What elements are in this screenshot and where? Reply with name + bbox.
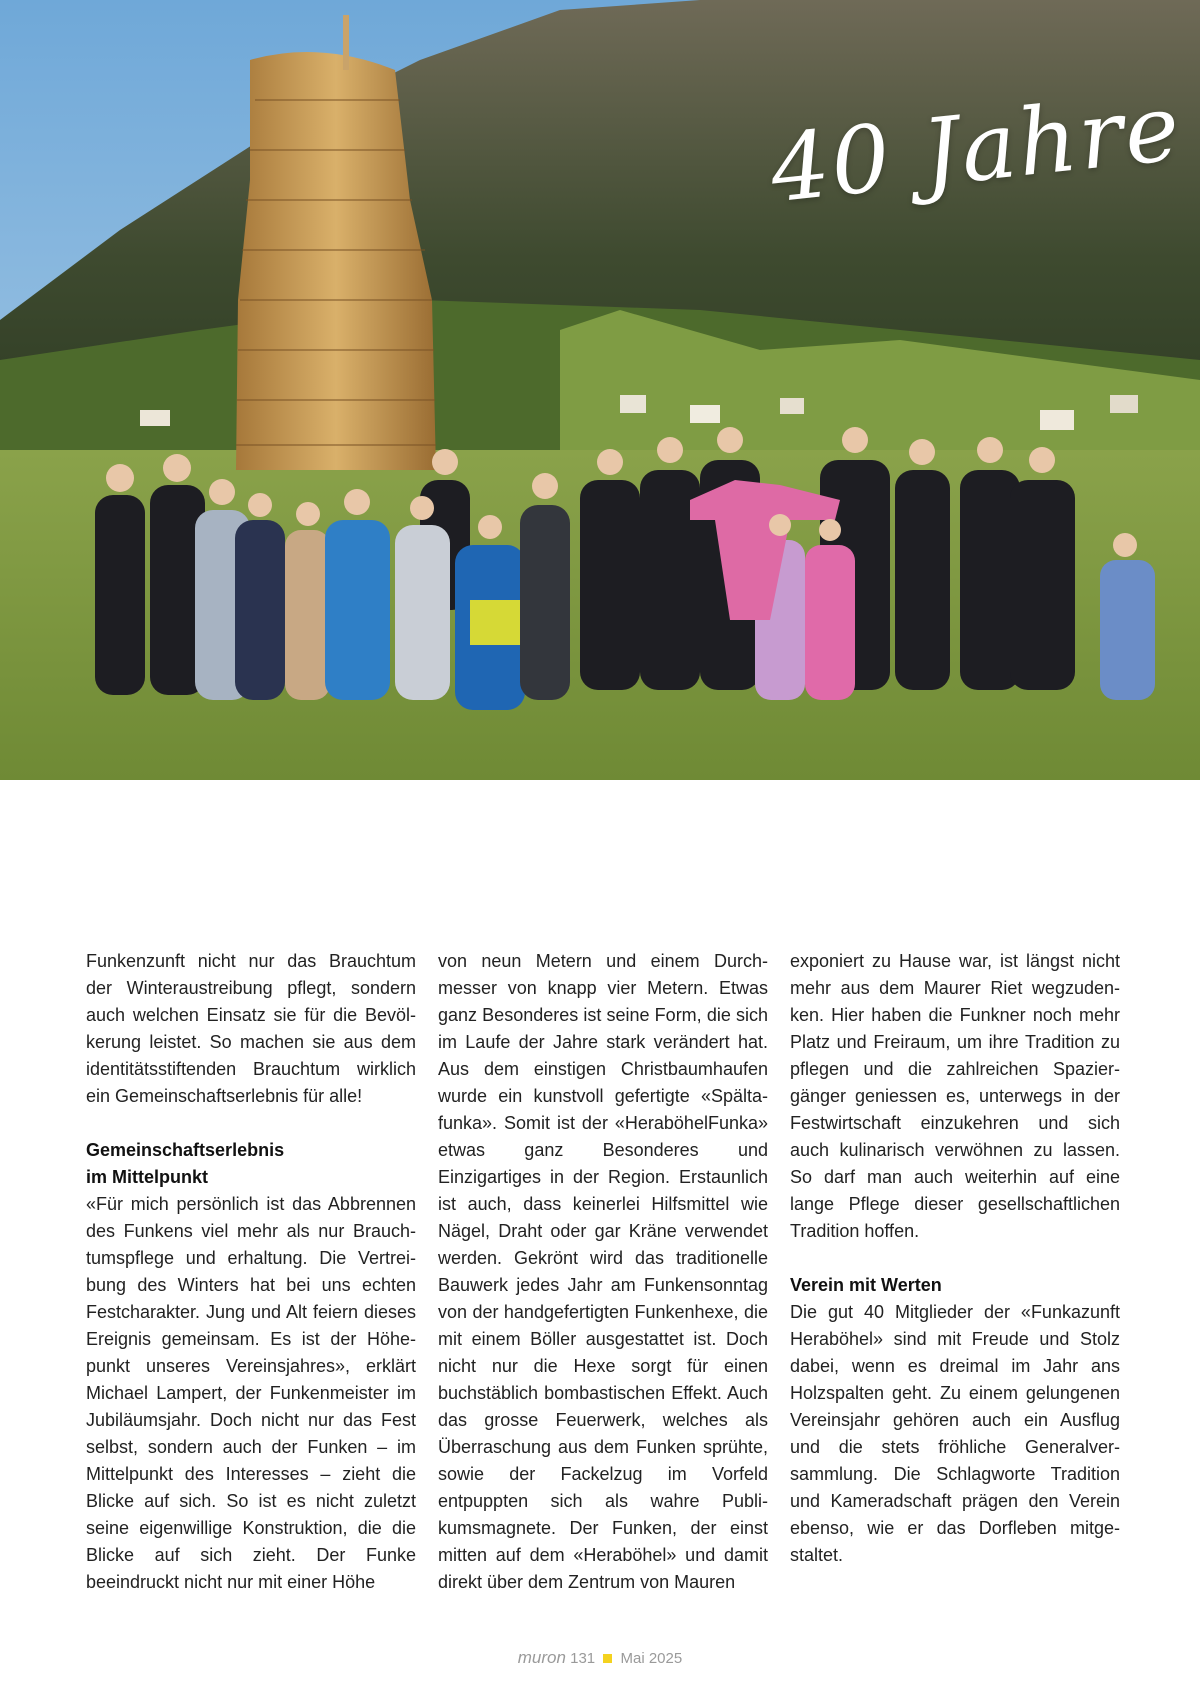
paragraph: Funkenzunft nicht nur das Brauchtum der Winteraustreibung pflegt, sondern auch welchen Einsatz sie für die Bevölkerung leistet. So machen sie aus dem identitätsstiftenden Brauchtum wirklich ein Gemeinschaftserlebnis für alle! — [86, 951, 416, 1106]
paragraph: exponiert zu Hause war, ist längst nicht mehr aus dem Maurer Riet wegzudenken. Hier haben die Funkner noch mehr Platz und Freiraum, um ihre Tradition zu pflegen und die zahlreichen Spaziergänger geniessen es, unterwegs in der Festwirtschaft einzukehren und sich auch kulinarisch verwöhnen zu lassen. So darf man auch weiterhin auf eine lange Pflege dieser gesellschaftlichen Tradition hoffen. — [790, 951, 1120, 1241]
paragraph: Die gut 40 Mitglieder der «Funkazunft Heraböhel» sind mit Freude und Stolz dabei, wenn es dreimal im Jahr ans Holzspalten geht. Zu einem gelungenen Vereinsjahr gehören auch ein Ausflug und die stets fröhliche Generalversammlung. Die Schlagworte Tradition und Kameradschaft prägen den Verein ebenso, wie er das Dorfleben mitgestaltet. — [790, 1302, 1120, 1565]
issue-number: 131 — [570, 1650, 596, 1667]
magazine-name: muron — [517, 1648, 566, 1667]
separator-square-icon — [603, 1654, 612, 1663]
text-column-3 — [790, 948, 1120, 1569]
section-heading-line-2: im Mittelpunkt — [86, 1167, 208, 1187]
text-column-2 — [438, 948, 768, 1596]
article-body — [86, 948, 1126, 1598]
page-footer — [0, 1648, 1200, 1668]
section-heading-line-1: Gemeinschaftserlebnis — [86, 1140, 285, 1160]
section-heading: Verein mit Werten — [790, 1275, 942, 1295]
hero-photo — [0, 0, 1200, 780]
issue-date: Mai 2025 — [620, 1650, 683, 1667]
paragraph: «Für mich persönlich ist das Abbrennen des Funkens viel mehr als nur Brauchtumspflege und erhaltung. Die Vertreibung des Winters hat bei uns echten Festcharakter. Jung und Alt feiern dieses Ereignis gemeinsam. Es ist der Höhepunkt unseres Vereinsjahres», erklärt Michael Lampert, der Funkenmeister im Jubiläumsjahr. Doch nicht nur das Fest selbst, sondern auch der Funken – im Mittelpunkt des Interesses – zieht die Blicke auf sich. So ist es nicht zuletzt seine eigenwillige Konstruktion, die die Blicke auf sich zieht. Der Funke beeindruckt nicht nur mit einer Höhe — [86, 1194, 416, 1592]
headline-40-jahre: 40 Jahre — [765, 73, 1187, 224]
paragraph: von neun Metern und einem Durchmesser von knapp vier Metern. Etwas ganz Besonderes ist seine Form, die sich im Laufe der Jahre stark verändert hat. Aus dem einstigen Christbaumhaufen wurde ein kunstvoll gefertigte «Spältafunka». Somit ist der «HeraböhelFunka» etwas ganz Besonderes und Einzigartiges in der Region. Erstaunlich ist auch, dass keinerlei Hilfsmittel wie Nägel, Draht oder gar Kräne verwendet werden. Gekrönt wird das traditionelle Bauwerk jedes Jahr am Funkensonntag von der handgefertigten Funkenhexe, die mit einem Böller ausgestattet ist. Doch nicht nur die Hexe sorgt für einen buchstäblich bombastischen Effekt. Auch das grosse Feuerwerk, welches als Überraschung aus dem Funken sprühte, sowie der Fackelzug im Vorfeld entpuppten sich als wahre Publikumsmagnete. Der Funken, der einst mitten auf dem «Heraböhel» und damit direkt über dem Zentrum von Mauren — [438, 951, 768, 1592]
text-column-1 — [86, 948, 416, 1596]
